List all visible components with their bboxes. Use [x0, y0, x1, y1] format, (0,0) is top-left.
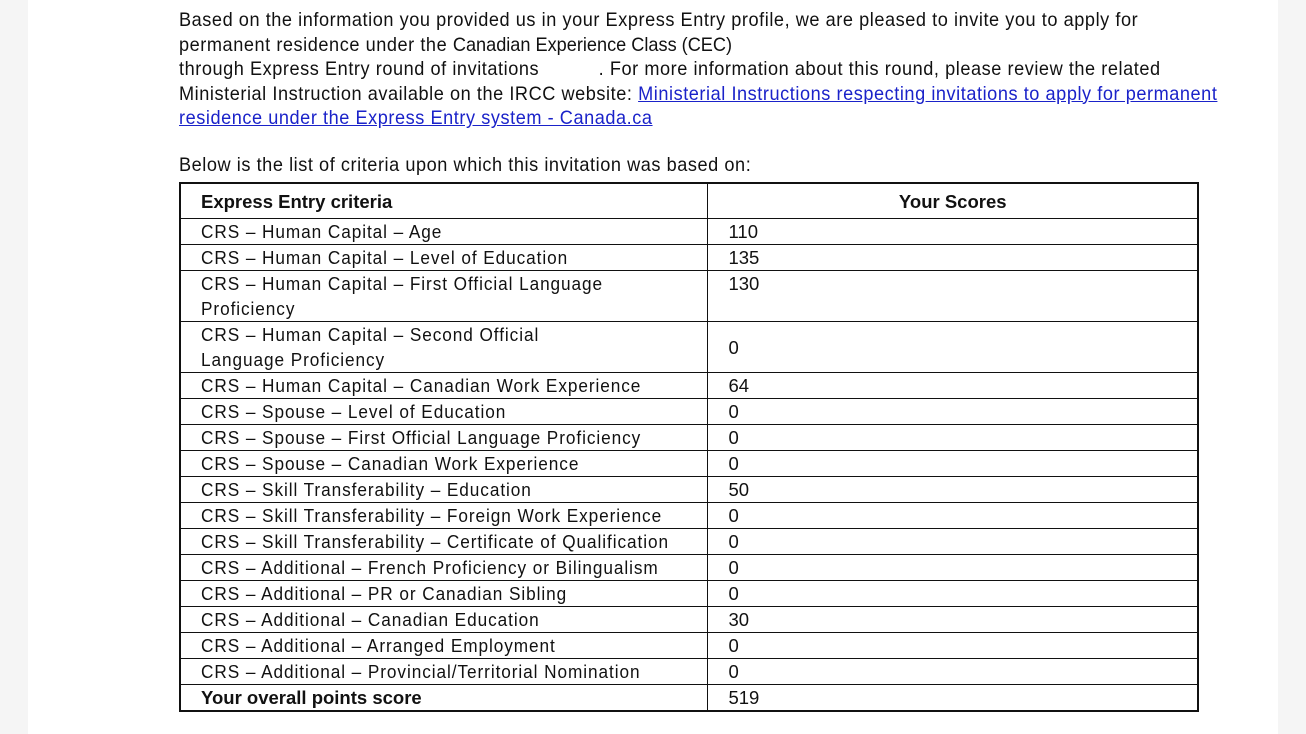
header-criteria: Express Entry criteria — [180, 183, 708, 219]
criteria-label: CRS – Human Capital – Canadian Work Experience — [201, 375, 642, 396]
table-header-row — [180, 183, 1198, 219]
table-row — [180, 477, 1198, 503]
score-value: 0 — [708, 322, 1198, 373]
table-row — [180, 607, 1198, 633]
criteria-label: CRS – Additional – PR or Canadian Sibling — [201, 583, 568, 604]
table-row — [180, 555, 1198, 581]
criteria-intro-text: Below is the list of criteria upon which this invitation was based on: — [179, 154, 752, 176]
intro-line-3-suffix: . For more information about this round, please review the related — [598, 58, 1161, 81]
score-value: 30 — [708, 607, 1198, 633]
criteria-label: CRS – Skill Transferability – Education — [201, 479, 532, 500]
table-row — [180, 373, 1198, 399]
total-score: 519 — [708, 685, 1198, 712]
total-row — [180, 685, 1198, 712]
intro-line-2: permanent residence under the — [179, 33, 448, 56]
table-row — [180, 219, 1198, 245]
total-label: Your overall points score — [180, 685, 708, 712]
intro-line-1: Based on the information you provided us in your Express Entry profile, we are pleased to invite you to apply for — [179, 9, 1139, 31]
criteria-table — [179, 182, 1199, 712]
table-row — [180, 271, 1198, 322]
criteria-label: CRS – Additional – French Proficiency or Bilingualism — [201, 557, 659, 578]
score-value: 0 — [708, 399, 1198, 425]
criteria-label: CRS – Skill Transferability – Foreign Work Experience — [201, 505, 663, 526]
table-row — [180, 425, 1198, 451]
score-value: 0 — [708, 529, 1198, 555]
header-scores: Your Scores — [708, 183, 1198, 219]
score-value: 0 — [708, 659, 1198, 685]
table-row — [180, 529, 1198, 555]
table-row — [180, 581, 1198, 607]
document-page — [28, 0, 1278, 734]
table-row — [180, 633, 1198, 659]
criteria-label: CRS – Human Capital – First Official Language Proficiency — [201, 273, 604, 319]
score-value: 64 — [708, 373, 1198, 399]
score-value: 0 — [708, 503, 1198, 529]
score-value: 0 — [708, 555, 1198, 581]
table-row — [180, 503, 1198, 529]
table-row — [180, 399, 1198, 425]
criteria-label: CRS – Spouse – First Official Language Proficiency — [201, 427, 642, 448]
score-value: 130 — [708, 271, 1198, 322]
table-row — [180, 322, 1198, 373]
criteria-label: CRS – Additional – Provincial/Territorial Nomination — [201, 661, 641, 682]
criteria-label: CRS – Spouse – Canadian Work Experience — [201, 453, 580, 474]
score-value: 0 — [708, 425, 1198, 451]
intro-line-3: through Express Entry round of invitations — [179, 58, 540, 81]
score-value: 0 — [708, 633, 1198, 659]
intro-line-4: Ministerial Instruction available on the IRCC website: — [179, 82, 633, 105]
score-value: 0 — [708, 451, 1198, 477]
invitation-paragraph — [179, 8, 1230, 131]
table-row — [180, 659, 1198, 685]
program-name: Canadian Experience Class (CEC) — [452, 33, 733, 56]
criteria-label: CRS – Human Capital – Second Official Language Proficiency — [201, 324, 540, 370]
invitation-content — [179, 8, 1229, 708]
score-value: 135 — [708, 245, 1198, 271]
score-value: 110 — [708, 219, 1198, 245]
criteria-label: CRS – Additional – Arranged Employment — [201, 635, 556, 656]
table-row — [180, 451, 1198, 477]
criteria-label: CRS – Human Capital – Age — [201, 221, 443, 242]
criteria-label: CRS – Additional – Canadian Education — [201, 609, 540, 630]
score-value: 50 — [708, 477, 1198, 503]
criteria-label: CRS – Skill Transferability – Certificate of Qualification — [201, 531, 669, 552]
score-value: 0 — [708, 581, 1198, 607]
ministerial-instructions-link[interactable]: Ministerial Instructions respecting invitations to apply for permanent residence under the Express Entry system - Canada.ca — [179, 82, 1218, 130]
criteria-label: CRS – Human Capital – Level of Education — [201, 247, 569, 268]
criteria-label: CRS – Spouse – Level of Education — [201, 401, 507, 422]
table-row — [180, 245, 1198, 271]
